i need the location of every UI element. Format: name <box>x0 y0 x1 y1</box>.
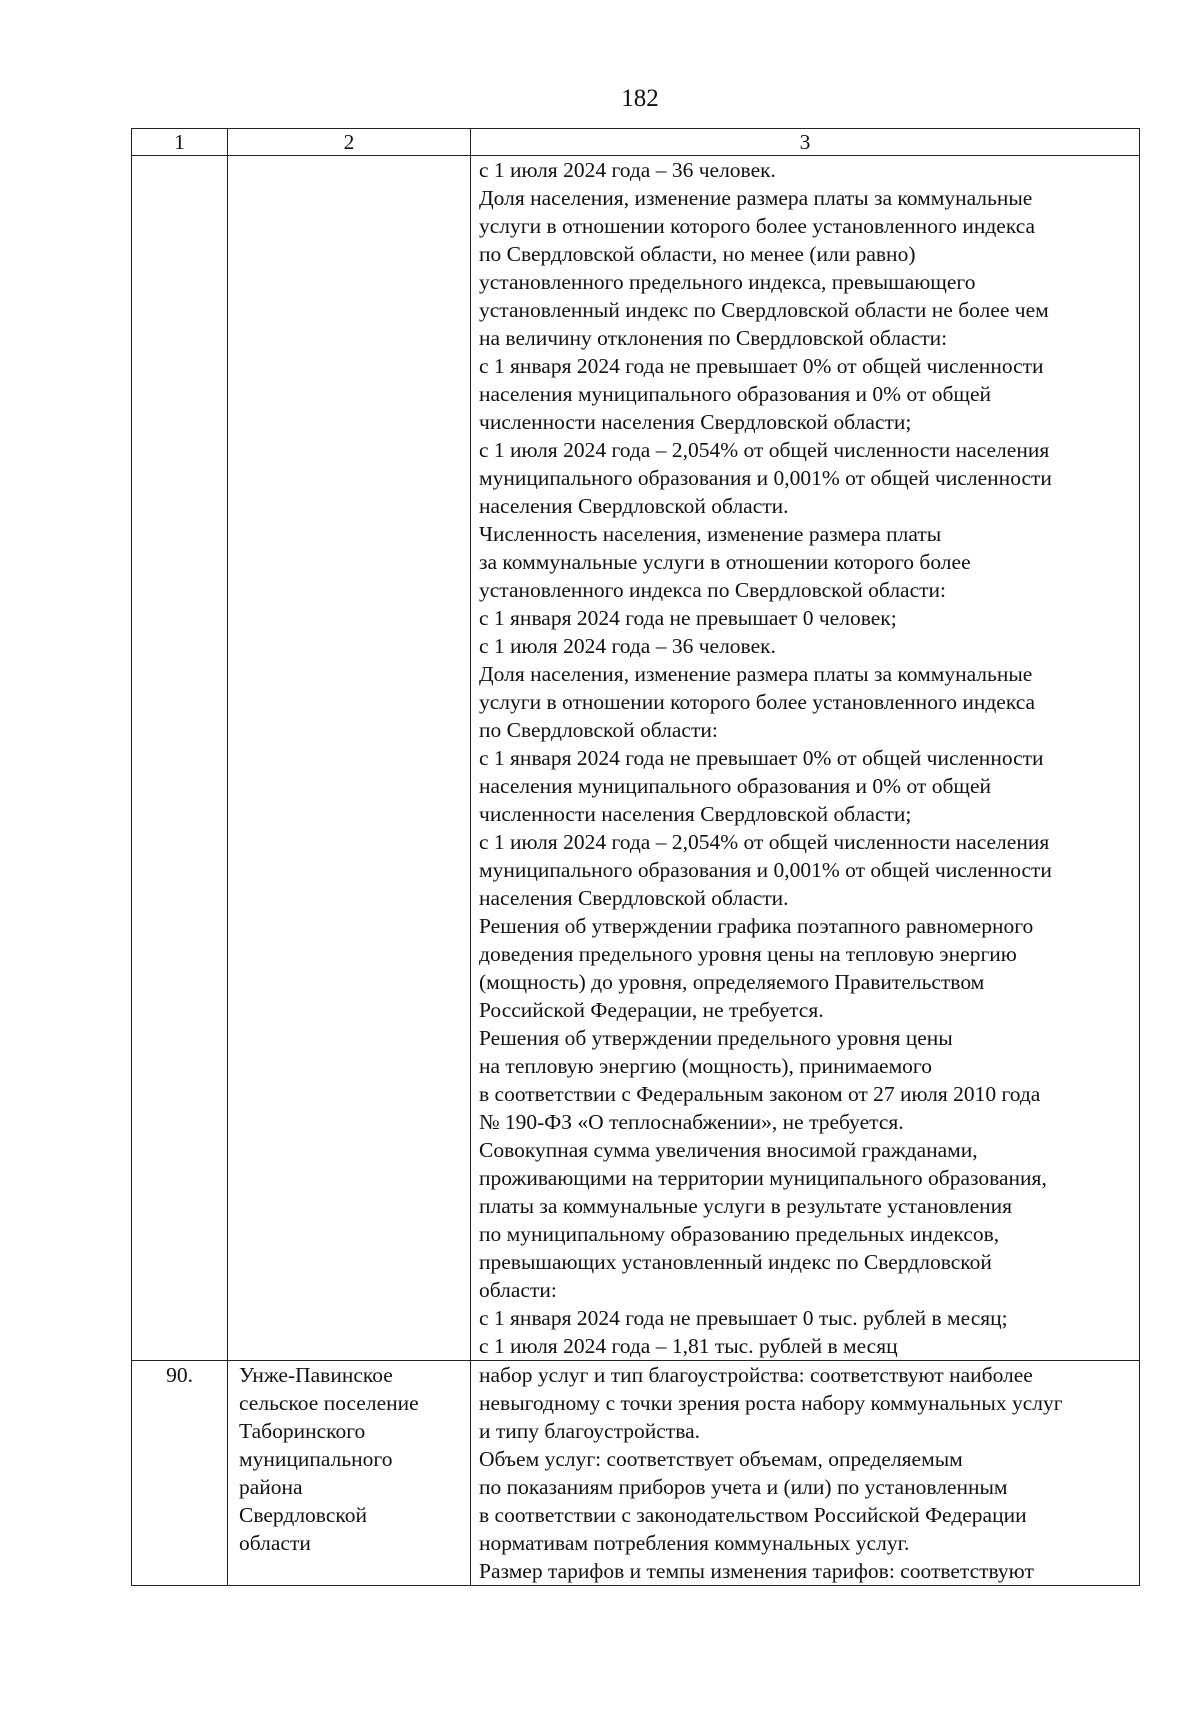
text-line: по Свердловской области: <box>479 718 718 742</box>
text-line: района <box>239 1475 303 1499</box>
text-line: области: <box>479 1278 557 1302</box>
text-line: с 1 июля 2024 года – 36 человек. <box>479 634 776 658</box>
text-line: с 1 января 2024 года не превышает 0 человек; <box>479 606 897 630</box>
row-number-cell <box>132 1361 228 1586</box>
text-line: Российской Федерации, не требуется. <box>479 998 824 1022</box>
text-line: сельское поселение <box>239 1391 419 1415</box>
text-line: Унже-Павинское <box>239 1363 393 1387</box>
text-line: с 1 января 2024 года не превышает 0 тыс. рублей в месяц; <box>479 1306 1008 1330</box>
text-line: Таборинского <box>239 1419 366 1443</box>
text-line: с 1 июля 2024 года – 2,054% от общей численности населения <box>479 438 1050 462</box>
text-line: Объем услуг: соответствует объемам, определяемым <box>479 1447 963 1471</box>
text-line: по показаниям приборов учета и (или) по установленным <box>479 1475 1008 1499</box>
text-line: установленного индекса по Свердловской области: <box>479 578 947 602</box>
table-header-row <box>132 129 1140 156</box>
description-cell <box>471 156 1140 1361</box>
text-line: численности населения Свердловской области; <box>479 802 912 826</box>
text-line: с 1 января 2024 года не превышает 0% от общей численности <box>479 746 1044 770</box>
text-line: Размер тарифов и темпы изменения тарифов: соответствуют <box>479 1559 1034 1583</box>
page-number: 182 <box>621 85 659 112</box>
text-line: с 1 июля 2024 года – 36 человек. <box>479 158 776 182</box>
text-line: и типу благоустройства. <box>479 1419 700 1443</box>
text-line: Доля населения, изменение размера платы за коммунальные <box>479 186 1033 210</box>
row-number: 90. <box>166 1363 193 1387</box>
text-line: численности населения Свердловской области; <box>479 410 912 434</box>
municipality-name-cell <box>228 1361 471 1586</box>
text-line: за коммунальные услуги в отношении которого более <box>479 550 971 574</box>
text-line: населения муниципального образования и 0% от общей <box>479 382 991 406</box>
text-line: услуги в отношении которого более установленного индекса <box>479 690 1036 714</box>
text-line: с 1 января 2024 года не превышает 0% от общей численности <box>479 354 1044 378</box>
text-line: (мощность) до уровня, определяемого Правительством <box>479 970 985 994</box>
table-row <box>132 156 1140 1361</box>
text-line: в соответствии с Федеральным законом от 27 июля 2010 года <box>479 1082 1041 1106</box>
text-line: превышающих установленный индекс по Свердловской <box>479 1250 992 1274</box>
text-line: Численность населения, изменение размера платы <box>479 522 942 546</box>
text-line: на тепловую энергию (мощность), принимаемого <box>479 1054 932 1078</box>
text-line: с 1 июля 2024 года – 2,054% от общей численности населения <box>479 830 1050 854</box>
text-line: Решения об утверждении графика поэтапного равномерного <box>479 914 1034 938</box>
text-line: услуги в отношении которого более установленного индекса <box>479 214 1036 238</box>
column-header-3: 3 <box>471 129 1140 156</box>
document-table <box>131 128 1140 1586</box>
row-number-cell <box>132 156 228 1361</box>
table-row <box>132 1361 1140 1586</box>
text-line: Свердловской <box>239 1503 367 1527</box>
text-line: по Свердловской области, но менее (или равно) <box>479 242 916 266</box>
text-line: Доля населения, изменение размера платы за коммунальные <box>479 662 1033 686</box>
text-line: № 190-ФЗ «О теплоснабжении», не требуется. <box>479 1110 904 1134</box>
text-line: невыгодному с точки зрения роста набору коммунальных услуг <box>479 1391 1063 1415</box>
text-line: области <box>239 1531 311 1555</box>
column-header-1: 1 <box>132 129 228 156</box>
text-line: муниципального <box>239 1447 393 1471</box>
text-line: муниципального образования и 0,001% от общей численности <box>479 858 1052 882</box>
text-line: доведения предельного уровня цены на тепловую энергию <box>479 942 1017 966</box>
text-line: набор услуг и тип благоустройства: соответствуют наиболее <box>479 1363 1033 1387</box>
text-line: Решения об утверждении предельного уровня цены <box>479 1026 953 1050</box>
text-line: установленного предельного индекса, превышающего <box>479 270 976 294</box>
text-line: проживающими на территории муниципального образования, <box>479 1166 1047 1190</box>
text-line: населения Свердловской области. <box>479 886 789 910</box>
text-line: платы за коммунальные услуги в результате установления <box>479 1194 1013 1218</box>
text-line: на величину отклонения по Свердловской области: <box>479 326 948 350</box>
text-line: муниципального образования и 0,001% от общей численности <box>479 466 1052 490</box>
municipality-name-cell <box>228 156 471 1361</box>
text-line: Совокупная сумма увеличения вносимой гражданами, <box>479 1138 978 1162</box>
text-line: нормативам потребления коммунальных услуг. <box>479 1531 910 1555</box>
text-line: установленный индекс по Свердловской области не более чем <box>479 298 1049 322</box>
text-line: населения муниципального образования и 0% от общей <box>479 774 991 798</box>
text-line: по муниципальному образованию предельных индексов, <box>479 1222 1000 1246</box>
column-header-2: 2 <box>228 129 471 156</box>
text-line: с 1 июля 2024 года – 1,81 тыс. рублей в месяц <box>479 1334 898 1358</box>
text-line: населения Свердловской области. <box>479 494 789 518</box>
description-cell <box>471 1361 1140 1586</box>
text-line: в соответствии с законодательством Российской Федерации <box>479 1503 1027 1527</box>
